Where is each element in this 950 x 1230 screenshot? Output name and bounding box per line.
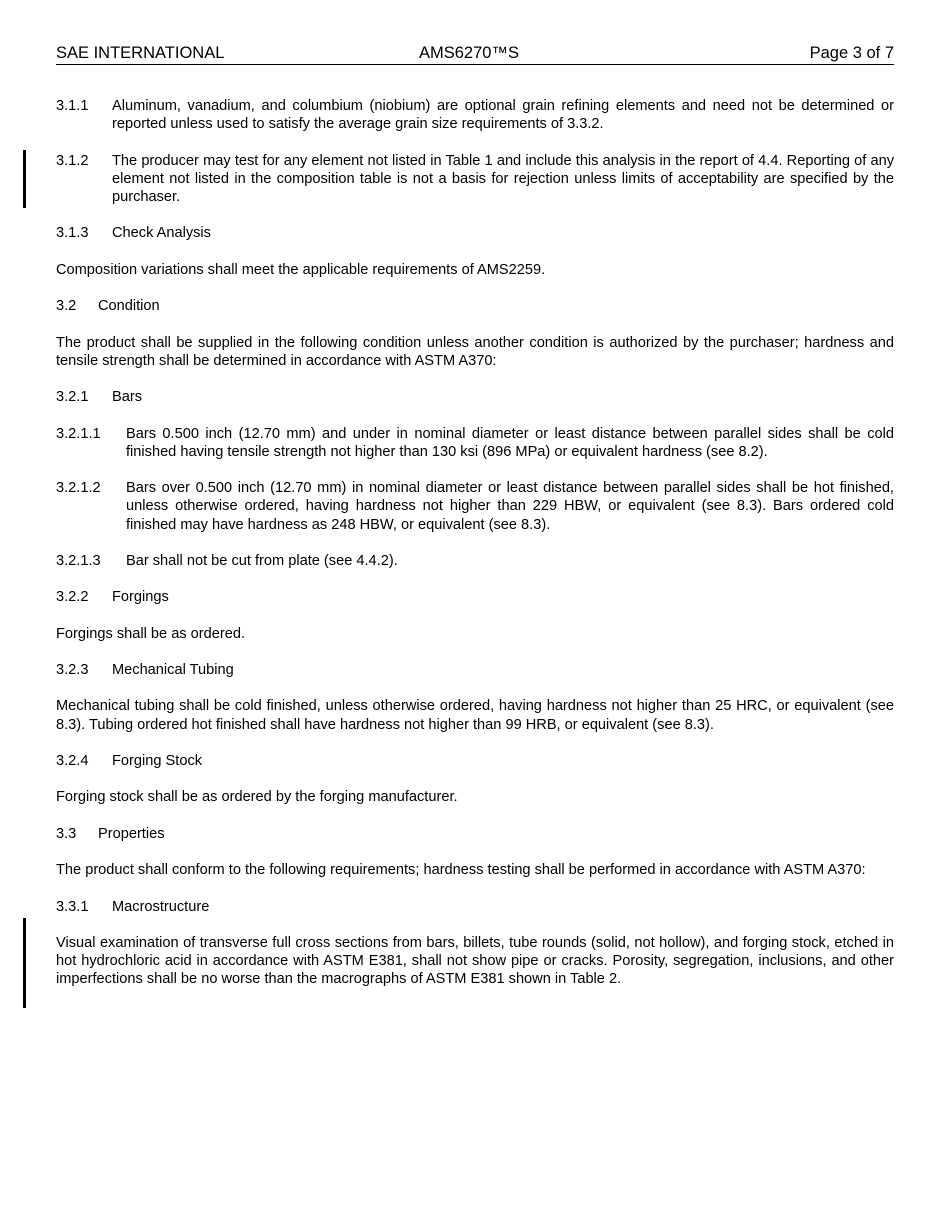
section-3-2-1-heading	[56, 388, 894, 406]
section-number: 3.2.3	[56, 662, 89, 679]
section-title: Check Analysis	[112, 225, 211, 242]
section-3-2-body: The product shall be supplied in the following condition unless another condition is authorized by the purchaser; hardness and tensile strength shall be determined in accordance with ASTM A370:	[56, 334, 894, 369]
section-3-3-1-body: Visual examination of transverse full cross sections from bars, billets, tube rounds (solid, not hollow), and forging stock, etched in hot hydrochloric acid in accordance with ASTM E381, shall not show pipe or cracks. Porosity, segregation, inclusions, and other imperfections shall be no worse than the macrographs of ASTM E381 shown in Table 2.	[56, 934, 894, 988]
section-number: 3.1.3	[56, 225, 89, 242]
section-title: Bars	[112, 389, 143, 406]
section-text: Bars 0.500 inch (12.70 mm) and under in nominal diameter or least distance between parallel sides shall be cold finished having tensile strength not higher than 130 ksi (896 MPa) or equivalent hardness (see 8.2).	[126, 425, 894, 460]
section-text: Bars over 0.500 inch (12.70 mm) in nominal diameter or least distance between parallel sides shall be hot finished, unless otherwise ordered, having hardness not higher than 229 HBW, or equivalent (see 8.3). Bars ordered cold finished may have hardness as 248 HBW, or equivalent (see 8.3).	[126, 480, 894, 533]
section-number: 3.2.1.1	[56, 425, 101, 442]
document-body	[56, 97, 894, 1007]
section-3-2-2-heading	[56, 588, 894, 606]
section-3-2-1-2	[56, 479, 894, 534]
section-number: 3.2.4	[56, 753, 89, 770]
revision-change-bar	[23, 150, 26, 208]
section-number: 3.2.1	[56, 389, 89, 406]
section-title: Macrostructure	[112, 898, 210, 915]
section-title: Properties	[98, 825, 165, 842]
section-3-1-3-heading	[56, 224, 894, 242]
section-title: Forging Stock	[112, 753, 203, 770]
section-title: Mechanical Tubing	[112, 662, 234, 679]
section-3-2-3-body: Mechanical tubing shall be cold finished, unless otherwise ordered, having hardness not higher than 25 HRC, or equivalent (see 8.3). Tubing ordered hot finished shall have hardness not higher than 99 HRB, or equivalent (see 8.3).	[56, 698, 894, 733]
header-document-number: AMS6270™S	[419, 44, 519, 62]
revision-change-bar	[23, 918, 26, 1008]
section-3-2-4-body: Forging stock shall be as ordered by the forging manufacturer.	[56, 789, 458, 806]
section-3-2-1-3	[56, 552, 894, 570]
section-3-1-3-body: Composition variations shall meet the applicable requirements of AMS2259.	[56, 261, 546, 278]
header-organization: SAE INTERNATIONAL	[56, 44, 225, 62]
section-number: 3.2.2	[56, 589, 89, 606]
header-page-number: Page 3 of 7	[809, 44, 894, 62]
section-3-1-2	[56, 152, 894, 207]
section-title: Condition	[98, 298, 160, 315]
section-text: Bar shall not be cut from plate (see 4.4.2).	[126, 552, 398, 569]
section-3-2-4-heading	[56, 752, 894, 770]
section-number: 3.1.1	[56, 98, 89, 114]
section-3-3-body: The product shall conform to the following requirements; hardness testing shall be performed in accordance with ASTM A370:	[56, 862, 866, 879]
page-header	[56, 44, 894, 65]
section-3-1-1	[56, 97, 894, 133]
section-3-3-heading	[56, 825, 894, 843]
section-text: Aluminum, vanadium, and columbium (niobium) are optional grain refining elements and need not be determined or reported unless used to satisfy the average grain size requirements of 3.3.2.	[112, 98, 894, 133]
section-3-2-3-heading	[56, 661, 894, 679]
section-text: The producer may test for any element not listed in Table 1 and include this analysis in the report of 4.4. Reporting of any element not listed in the composition table is not a basis for rejection unless limits of acceptability are specified by the purchaser.	[112, 152, 894, 205]
section-3-2-heading	[56, 297, 894, 315]
section-title: Forgings	[112, 589, 169, 606]
section-3-3-1-heading	[56, 898, 894, 916]
section-number: 3.2.1.2	[56, 480, 101, 497]
section-number: 3.2.1.3	[56, 552, 101, 569]
section-number: 3.3	[56, 825, 77, 842]
section-number: 3.2	[56, 298, 77, 315]
section-number: 3.3.1	[56, 898, 89, 915]
section-3-2-2-body: Forgings shall be as ordered.	[56, 625, 246, 642]
section-3-2-1-1	[56, 425, 894, 461]
section-number: 3.1.2	[56, 152, 89, 169]
